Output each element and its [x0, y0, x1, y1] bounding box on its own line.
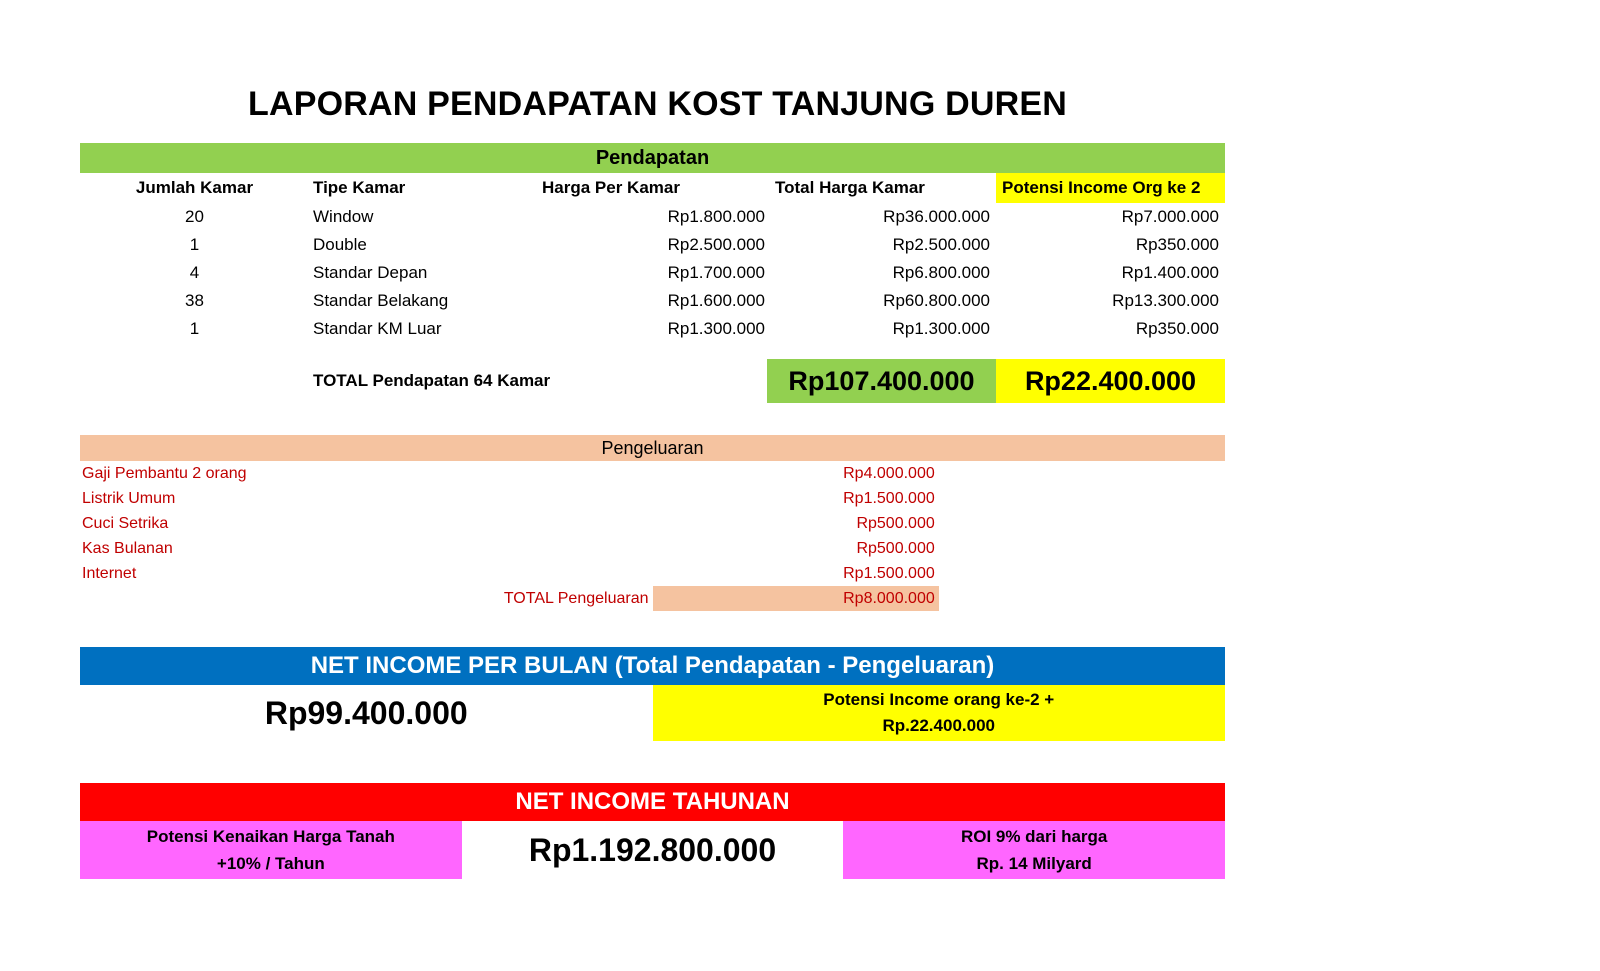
net-income-monthly-value-row [80, 685, 1225, 741]
cell-type: Window [313, 207, 374, 227]
expenses-table [80, 435, 1225, 611]
cell-rooms: 4 [189, 263, 200, 283]
note-line-1: Potensi Income orang ke-2 + [823, 690, 1055, 710]
land-price-note-line-1: Potensi Kenaikan Harga Tanah [146, 827, 395, 847]
net-income-monthly-label: NET INCOME PER BULAN (Total Pendapatan - Pengeluaran) [80, 647, 1225, 685]
cell-potential: Rp350.000 [1135, 235, 1219, 255]
cell-expense-amount: Rp1.500.000 [843, 489, 935, 507]
cell-price: Rp1.700.000 [667, 263, 765, 283]
cell-potential: Rp350.000 [1135, 319, 1219, 339]
header-type: Tipe Kamar [313, 178, 406, 198]
expenses-section-header-row [80, 435, 1225, 461]
header-price: Harga Per Kamar [542, 178, 680, 198]
spacer-row [80, 343, 1225, 359]
income-section-title: Pendapatan [80, 143, 1225, 173]
net-income-yearly-value-row [80, 821, 1225, 879]
cell-rooms: 1 [189, 235, 200, 255]
cell-expense-amount: Rp500.000 [856, 514, 935, 532]
empty-cell [80, 359, 309, 403]
net-income-yearly-amount: Rp1.192.800.000 [528, 831, 777, 868]
cell-type: Standar Depan [313, 263, 428, 283]
cell-rooms: 1 [189, 319, 200, 339]
net-income-monthly-note [653, 685, 1226, 741]
cell-type: Standar KM Luar [313, 319, 442, 339]
table-row [80, 203, 1225, 231]
cell-expense-amount: Rp1.500.000 [843, 564, 935, 582]
cell-expense-name: Listrik Umum [82, 489, 176, 507]
empty-cell [939, 511, 1225, 536]
table-row [80, 486, 1225, 511]
roi-note-line-2: Rp. 14 Milyard [976, 854, 1092, 874]
cell-total: Rp60.800.000 [883, 291, 990, 311]
table-row [80, 511, 1225, 536]
empty-cell [939, 461, 1225, 486]
empty-cell [80, 586, 366, 611]
income-total-potential: Rp22.400.000 [996, 359, 1225, 403]
net-income-yearly-band-row [80, 783, 1225, 821]
table-row [80, 561, 1225, 586]
expenses-total-value: Rp8.000.000 [653, 586, 939, 611]
table-row [80, 315, 1225, 343]
cell-potential: Rp13.300.000 [1112, 291, 1219, 311]
cell-total: Rp6.800.000 [892, 263, 990, 283]
cell-potential: Rp7.000.000 [1121, 207, 1219, 227]
cell-expense-name: Gaji Pembantu 2 orang [82, 464, 247, 482]
table-row [80, 259, 1225, 287]
empty-cell [939, 486, 1225, 511]
empty-cell [366, 561, 652, 586]
cell-total: Rp2.500.000 [892, 235, 990, 255]
income-total-label: TOTAL Pendapatan 64 Kamar [313, 371, 551, 391]
net-income-monthly-amount: Rp99.400.000 [264, 694, 468, 731]
income-section-header-row [80, 143, 1225, 173]
cell-expense-amount: Rp500.000 [856, 539, 935, 557]
roi-note-line-1: ROI 9% dari harga [960, 827, 1108, 847]
cell-expense-name: Cuci Setrika [82, 514, 169, 532]
cell-expense-amount: Rp4.000.000 [843, 464, 935, 482]
cell-type: Standar Belakang [313, 291, 449, 311]
expenses-total-label: TOTAL Pengeluaran [503, 589, 649, 607]
empty-cell [366, 511, 652, 536]
header-rooms: Jumlah Kamar [135, 178, 254, 198]
cell-potential: Rp1.400.000 [1121, 263, 1219, 283]
note-line-2: Rp.22.400.000 [882, 716, 995, 736]
cell-price: Rp1.300.000 [667, 319, 765, 339]
table-row [80, 461, 1225, 486]
expenses-total-row [80, 586, 1225, 611]
empty-cell [366, 461, 652, 486]
income-column-headers [80, 173, 1225, 203]
table-row [80, 231, 1225, 259]
cell-total: Rp36.000.000 [883, 207, 990, 227]
cell-total: Rp1.300.000 [892, 319, 990, 339]
header-potential-income: Potensi Income Org ke 2 [996, 173, 1225, 203]
net-income-yearly-table [80, 783, 1225, 879]
empty-cell [939, 586, 1225, 611]
table-row [80, 536, 1225, 561]
cell-expense-name: Internet [82, 564, 137, 582]
spacer-cell [80, 343, 1225, 359]
empty-cell [366, 486, 652, 511]
expenses-section-title: Pengeluaran [80, 435, 1225, 461]
empty-cell [366, 536, 652, 561]
header-total: Total Harga Kamar [775, 178, 925, 198]
page-title: LAPORAN PENDAPATAN KOST TANJUNG DUREN [248, 85, 1068, 123]
report-sheet [80, 0, 1520, 879]
income-table [80, 143, 1225, 403]
income-total-value: Rp107.400.000 [767, 359, 996, 403]
income-total-row [80, 359, 1225, 403]
net-income-monthly-table [80, 647, 1225, 741]
cell-type: Double [313, 235, 367, 255]
net-income-yearly-label: NET INCOME TAHUNAN [80, 783, 1225, 821]
cell-price: Rp1.800.000 [667, 207, 765, 227]
cell-expense-name: Kas Bulanan [82, 539, 173, 557]
roi-note [843, 821, 1225, 879]
cell-rooms: 20 [185, 207, 204, 227]
net-income-monthly-band-row [80, 647, 1225, 685]
land-price-note-line-2: +10% / Tahun [216, 854, 325, 874]
empty-cell [939, 561, 1225, 586]
table-row [80, 287, 1225, 315]
land-price-note [80, 821, 462, 879]
cell-rooms: 38 [185, 291, 204, 311]
empty-cell [939, 536, 1225, 561]
cell-price: Rp2.500.000 [667, 235, 765, 255]
cell-price: Rp1.600.000 [667, 291, 765, 311]
